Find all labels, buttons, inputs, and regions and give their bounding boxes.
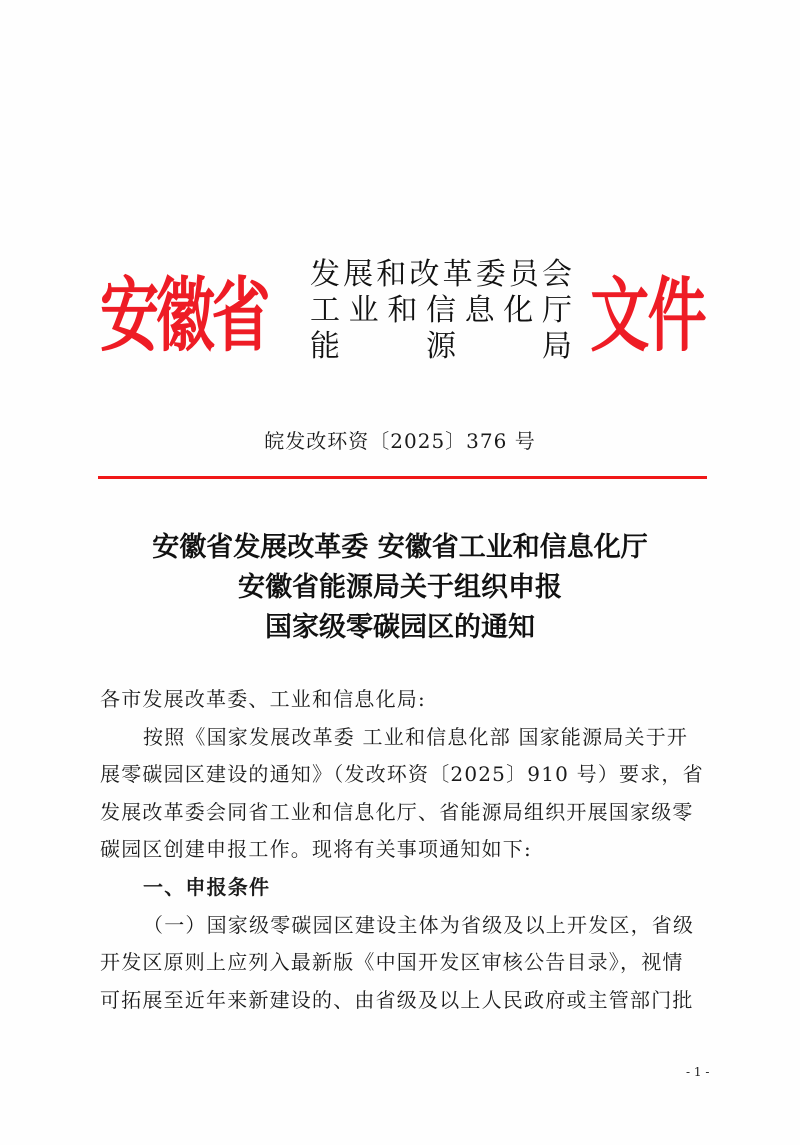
issuer-char: 息 <box>464 293 495 328</box>
red-divider-line <box>98 476 707 479</box>
issuer-miit <box>310 293 572 329</box>
document-body <box>100 681 706 1019</box>
page-number: - 1 - <box>686 1065 710 1079</box>
masthead-issuers <box>310 257 572 365</box>
paragraph-line: 开发区原则上应列入最新版《中国开发区审核公告目录》，视情 <box>100 950 684 975</box>
paragraph-line: 碳园区创建申报工作。现将有关事项通知如下: <box>100 837 532 862</box>
masthead-document-label: 文件 <box>590 267 705 363</box>
issuer-ndrc <box>310 257 572 293</box>
issuer-char: 工 <box>310 293 340 328</box>
issuer-char: 局 <box>542 329 572 364</box>
red-masthead <box>100 255 705 375</box>
issuer-char: 能 <box>310 329 340 364</box>
issuer-char: 改 <box>409 257 440 292</box>
paragraph-line: 按照《国家发展改革委 工业和信息化部 国家能源局关于开 <box>143 724 689 749</box>
title-line: 国家级零碳园区的通知 <box>265 612 535 643</box>
issuer-char: 会 <box>541 257 572 292</box>
title-line: 安徽省能源局关于组织申报 <box>238 572 562 603</box>
document-number: 皖发改环资〔2025〕376 号 <box>264 429 536 453</box>
title-line: 安徽省发展改革委 安徽省工业和信息化厅 <box>152 532 648 563</box>
issuer-char: 业 <box>348 293 379 328</box>
issuer-char: 化 <box>503 293 534 328</box>
addressee: 各市发展改革委、工业和信息化局: <box>100 687 426 711</box>
issuer-char: 发 <box>310 257 340 292</box>
issuer-char: 源 <box>426 329 456 364</box>
paragraph-line: 展零碳园区建设的通知》（发改环资〔2025〕910 号）要求，省 <box>100 762 704 787</box>
issuer-char: 员 <box>508 257 539 292</box>
masthead-province: 安徽省 <box>100 267 268 363</box>
paragraph-line: （一）国家级零碳园区建设主体为省级及以上开发区，省级 <box>143 912 695 937</box>
issuer-char: 展 <box>343 257 374 292</box>
issuer-char: 厅 <box>541 293 572 328</box>
issuer-char: 革 <box>442 257 473 292</box>
section-heading: 一、申报条件 <box>143 874 271 899</box>
issuer-char: 和 <box>376 257 407 292</box>
issuer-energy-bureau <box>310 329 572 365</box>
issuer-char: 委 <box>475 257 506 292</box>
issuer-char: 和 <box>387 293 418 328</box>
paragraph-line: 发展改革委会同省工业和信息化厅、省能源局组织开展国家级零 <box>100 799 694 824</box>
document-title <box>0 528 800 648</box>
issuer-char: 信 <box>425 293 456 328</box>
paragraph-line: 可拓展至近年来新建设的、由省级及以上人民政府或主管部门批 <box>100 987 694 1012</box>
